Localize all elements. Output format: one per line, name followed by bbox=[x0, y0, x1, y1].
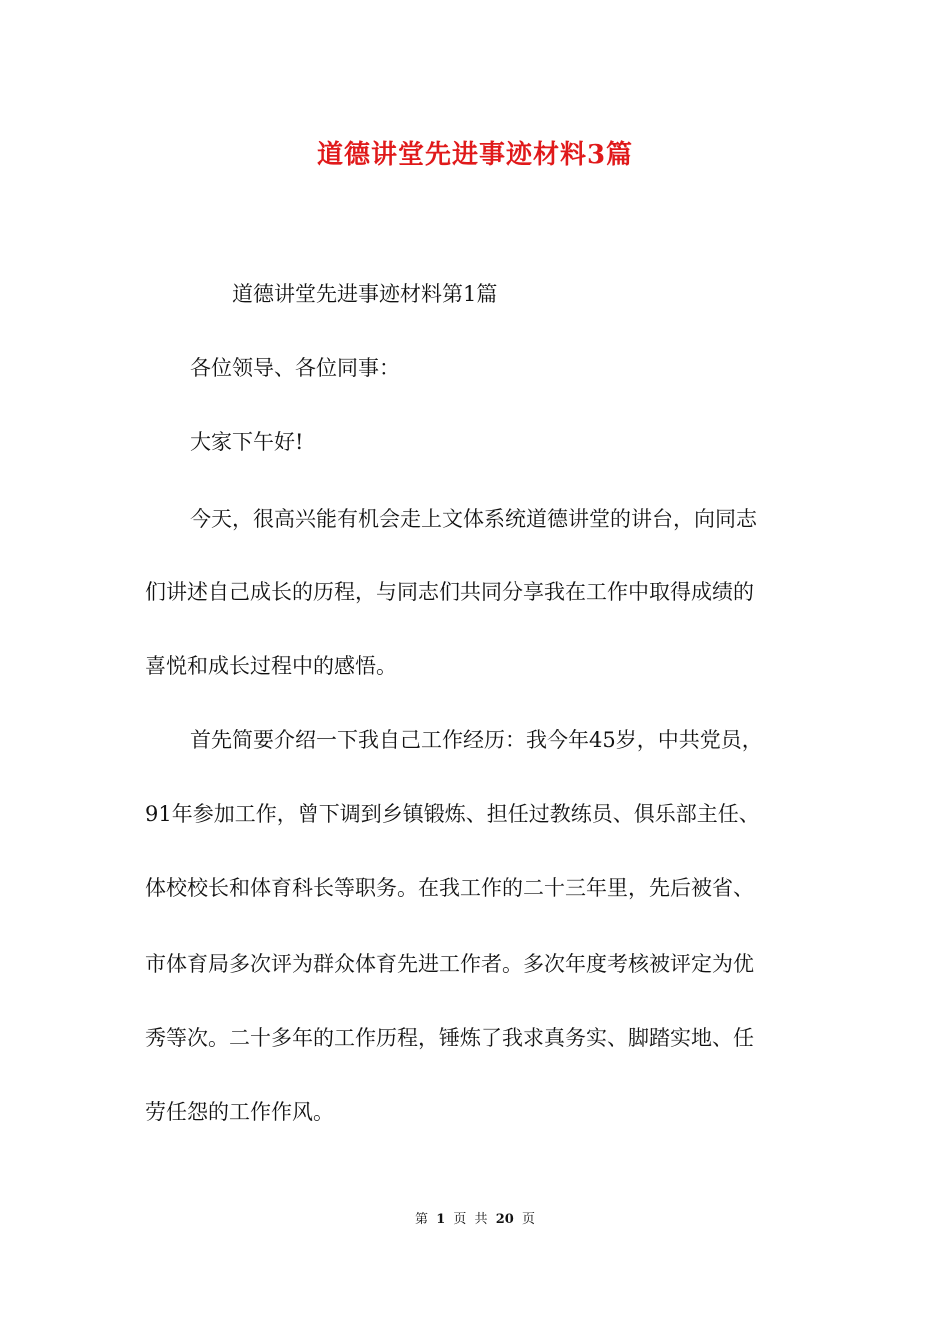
paragraph1-line2: 们讲述自己成长的历程，与同志们共同分享我在工作中取得成绩的 bbox=[145, 580, 754, 604]
document-title: 道德讲堂先进事迹材料3篇 bbox=[316, 140, 634, 170]
footer-total-prefix: 共 bbox=[474, 1212, 488, 1227]
section-subtitle: 道德讲堂先进事迹材料第1篇 bbox=[232, 282, 498, 306]
page-footer bbox=[0, 1208, 950, 1227]
paragraph2-line4: 市体育局多次评为群众体育先进工作者。多次年度考核被评定为优 bbox=[145, 952, 754, 976]
paragraph2-line5: 秀等次。二十多年的工作历程，锤炼了我求真务实、脚踏实地、任 bbox=[145, 1026, 754, 1050]
greeting-line: 各位领导、各位同事： bbox=[190, 356, 400, 380]
paragraph2-line2: 91年参加工作，曾下调到乡镇锻炼、担任过教练员、俱乐部主任、 bbox=[145, 802, 760, 826]
paragraph1-line1: 今天，很高兴能有机会走上文体系统道德讲堂的讲台，向同志 bbox=[190, 507, 757, 531]
paragraph2-line1: 首先简要介绍一下我自己工作经历：我今年45岁，中共党员， bbox=[190, 728, 763, 752]
footer-page-unit: 页 bbox=[453, 1212, 467, 1227]
footer-prefix: 第 bbox=[415, 1212, 429, 1227]
paragraph1-line3: 喜悦和成长过程中的感悟。 bbox=[145, 654, 397, 678]
footer-page-number: 1 bbox=[436, 1212, 446, 1227]
footer-total-pages: 20 bbox=[495, 1212, 514, 1227]
paragraph2-line6: 劳任怨的工作作风。 bbox=[145, 1100, 334, 1124]
footer-total-unit: 页 bbox=[521, 1212, 535, 1227]
paragraph2-line3: 体校校长和体育科长等职务。在我工作的二十三年里，先后被省、 bbox=[145, 876, 754, 900]
salutation-line: 大家下午好! bbox=[190, 430, 304, 454]
